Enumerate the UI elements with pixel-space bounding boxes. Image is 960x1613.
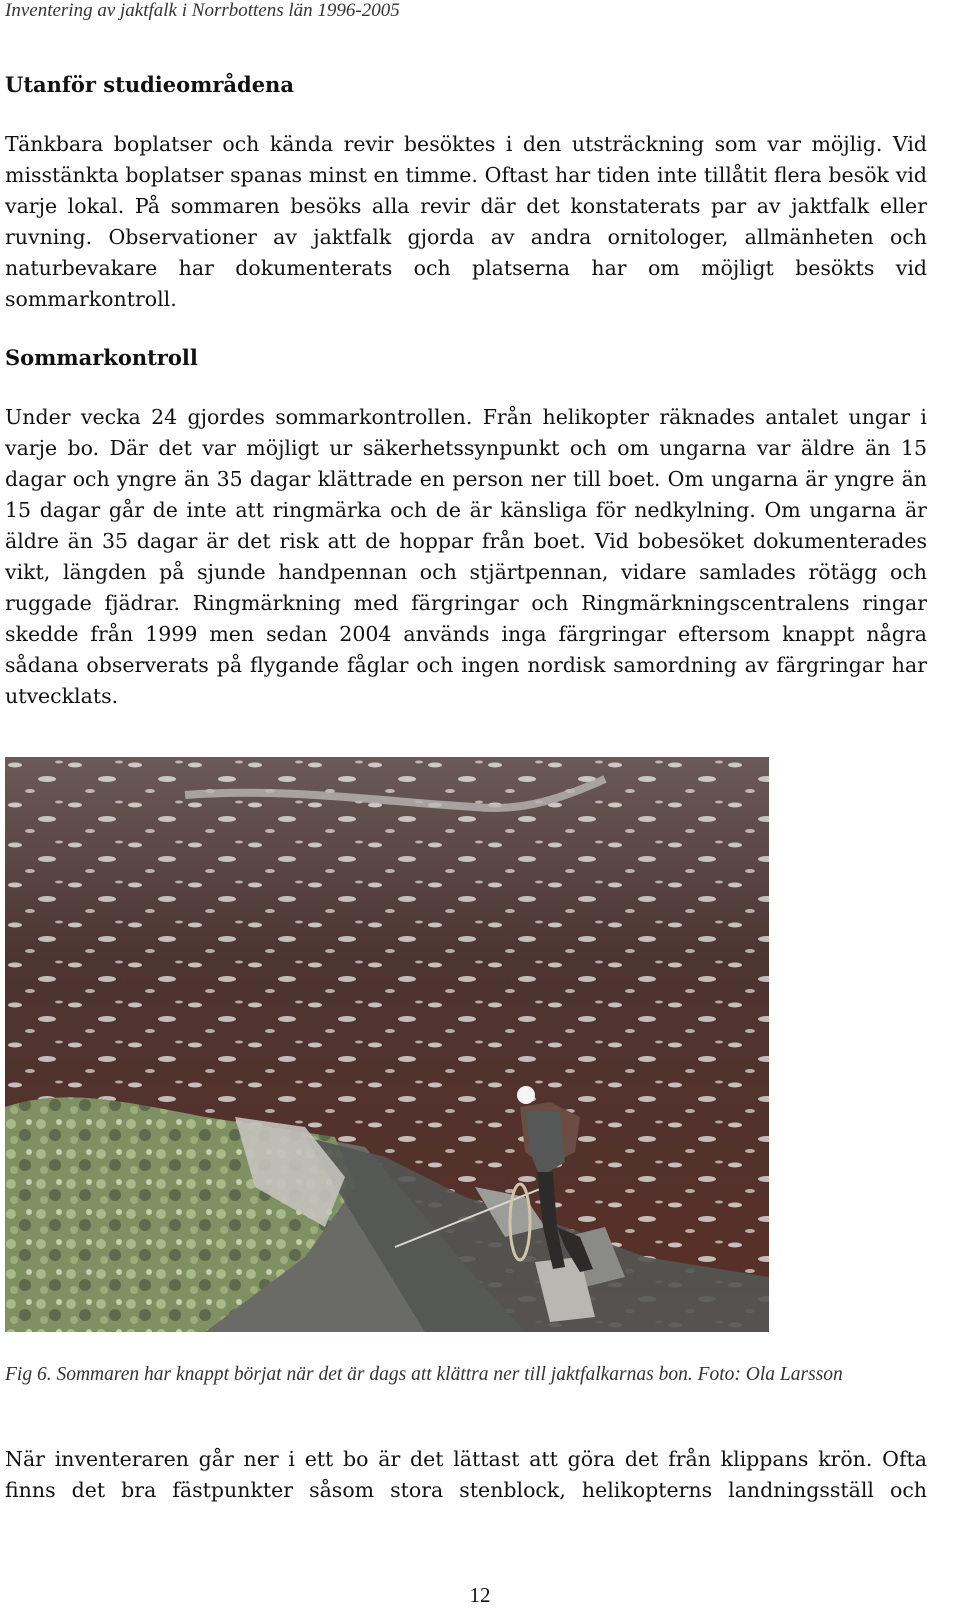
paragraph-outside-study-areas: Tänkbara boplatser och kända revir besöktes i den utsträckning som var möjlig. Vid misstänkta boplatser spanas minst en timme. Oftast har tiden inte tillåtit flera besök vid varje lokal. På sommaren besöks alla revir där det konstaterats par av jaktfalk eller ruvning. Observationer av jaktfalk gjorda av andra ornitologer, allmänheten och naturbevakare har dokumenterats och platserna har om möjligt besökts vid sommarkontroll.: [5, 132, 927, 311]
paragraph-nest-descent: När inventeraren går ner i ett bo är det lättast att göra det från klippans krön. Ofta finns det bra fästpunkter såsom stora stenblock, helikopterns landningsställ och: [5, 1447, 927, 1502]
paragraph-summer-check: Under vecka 24 gjordes sommarkontrollen. Från helikopter räknades antalet ungar i varje bo. Där det var möjligt ur säkerhetssynpunkt och om ungarna var äldre än 15 dagar och yngre än 35 dagar klättrade en person ner till boet. Om ungarna är yngre än 15 dagar går de inte att ringmärka och de är känsliga för nedkylning. Om ungarna är äldre än 35 dagar är det risk att de hoppar från boet. Vid bobesöket dokumenterades vikt, längden på sjunde handpennan och stjärtpennan, vidare samlades rötägg och ruggade fjädrar. Ringmärkning med färgringar och Ringmärkningscentralens ringar skedde från 1999 men sedan 2004 används inga färgringar eftersom knappt några sådana observerats på flygande fåglar och ingen nordisk samordning av färgringar har utvecklats.: [5, 405, 927, 708]
running-head: Inventering av jaktfalk i Norrbottens län 1996-2005: [5, 0, 400, 21]
section-heading-summer-check: Sommarkontroll: [5, 345, 198, 370]
page-number: 12: [469, 1583, 491, 1607]
figure-caption: Fig 6. Sommaren har knappt börjat när det är dags att klättra ner till jaktfalkarnas bon. Foto: Ola Larsson: [5, 1364, 843, 1385]
section-heading-outside-study-areas: Utanför studieområdena: [5, 72, 294, 97]
figure-photo-mountain-climber: [5, 757, 769, 1332]
